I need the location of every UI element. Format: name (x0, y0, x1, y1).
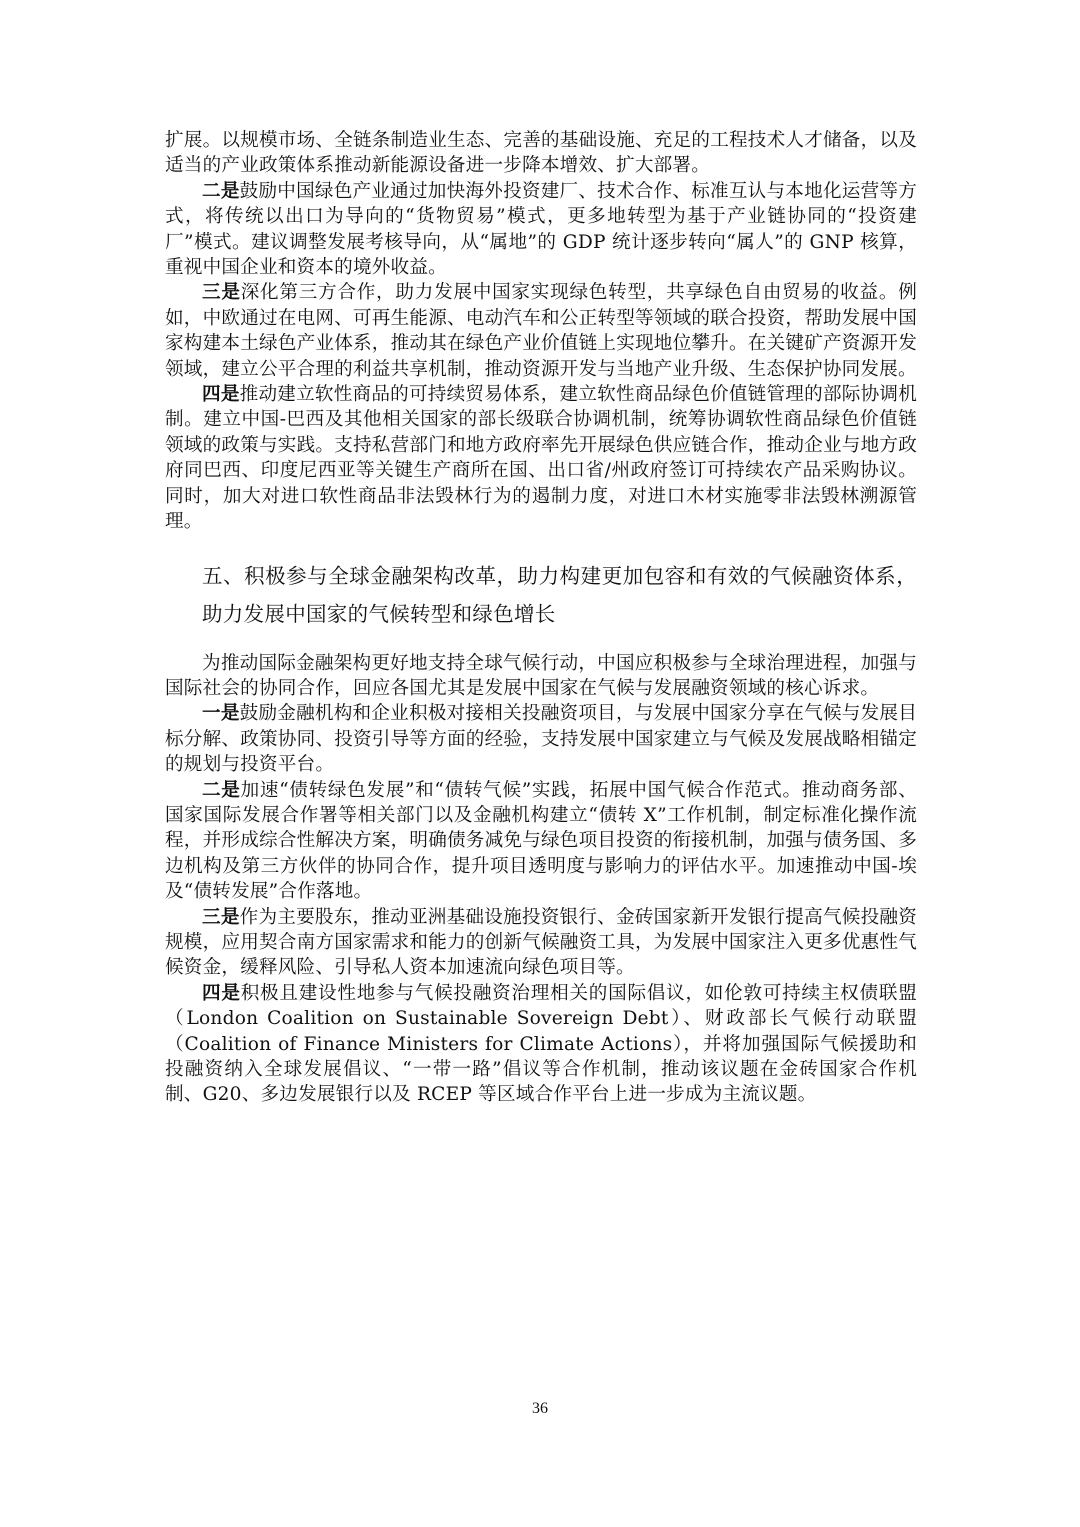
section-heading: 五、积极参与全球金融架构改革，助力构建更加包容和有效的气候融资体系，助力发展中国家的气候转型和绿色增长 (202, 563, 917, 626)
paragraph-text: 加速“债转绿色发展”和“债转气候”实践，拓展中国气候合作范式。推动商务部、国家国际发展合作署等相关部门以及金融机构建立“债转 X”工作机制，制定标准化操作流程，并形成综合性解决方案，明确债务减免与绿色项目投资的衔接机制，加强与债务国、多边机构及第三方伙伴的协同合作，提升项目透明度与影响力的评估水平。加速推动中国-埃及“债转发展”合作落地。 (165, 779, 917, 903)
paragraph-continuation (165, 128, 917, 179)
paragraph-lead: 二是 (202, 180, 240, 202)
paragraph-intro (165, 651, 917, 702)
paragraph-text: 鼓励金融机构和企业积极对接相关投融资项目，与发展中国家分享在气候与发展目标分解、政策协同、投资引导等方面的经验，支持发展中国家建立与气候及发展战略相锚定的规划与投资平台。 (165, 703, 918, 776)
paragraph-text: 扩展。以规模市场、全链条制造业生态、完善的基础设施、充足的工程技术人才储备，以及适当的产业政策体系推动新能源设备进一步降本增效、扩大部署。 (165, 130, 917, 177)
paragraph-lead: 三是 (202, 906, 240, 928)
paragraph-point-four (165, 981, 917, 1108)
paragraph-point-two (165, 778, 917, 905)
paragraph-text: 积极且建设性地参与气候投融资治理相关的国际倡议，如伦敦可持续主权债联盟（London Coalition on Sustainable Sovereign Debt）、财政部长气候行动联盟（Coalition of Finance Ministers for Climate Actions），并将加强国际气候援助和投融资纳入全球发展倡议、“一带一路”倡议等合作机制，推动该议题在金砖国家合作机制、G20、多边发展银行以及 RCEP 等区域合作平台上进一步成为主流议题。 (165, 982, 917, 1106)
paragraph-lead: 一是 (202, 703, 240, 725)
paragraph-text: 为推动国际金融架构更好地支持全球气候行动，中国应积极参与全球治理进程，加强与国际社会的协同合作，回应各国尤其是发展中国家在气候与发展融资领域的核心诉求。 (165, 652, 917, 699)
paragraph-lead: 二是 (202, 779, 241, 801)
paragraph-text: 推动建立软性商品的可持续贸易体系，建立软性商品绿色价值链管理的部际协调机制。建立中国-巴西及其他相关国家的部长级联合协调机制，统筹协调软性商品绿色价值链领域的政策与实践。支持私营部门和地方政府率先开展绿色供应链合作，推动企业与地方政府同巴西、印度尼西亚等关键生产商所在国、出口省/州政府签订可持续农产品采购协议。同时，加大对进口软性商品非法毁林行为的遏制力度，对进口木材实施零非法毁林溯源管理。 (165, 384, 918, 533)
paragraph-point-one (165, 701, 917, 777)
paragraph-lead: 四是 (202, 384, 240, 406)
paragraph-point-two-top (165, 179, 917, 281)
paragraph-lead: 三是 (202, 282, 241, 304)
paragraph-text: 深化第三方合作，助力发展中国家实现绿色转型，共享绿色自由贸易的收益。例如，中欧通过在电网、可再生能源、电动汽车和公正转型等领域的联合投资，帮助发展中国家构建本土绿色产业体系，推动其在绿色产业价值链上实现地位攀升。在关键矿产资源开发领域，建立公平合理的利益共享机制，推动资源开发与当地产业升级、生态保护协同发展。 (165, 282, 917, 380)
paragraph-text: 作为主要股东，推动亚洲基础设施投资银行、金砖国家新开发银行提高气候投融资规模，应用契合南方国家需求和能力的创新气候融资工具，为发展中国家注入更多优惠性气候资金，缓释风险、引导私人资本加速流向绿色项目等。 (165, 906, 918, 979)
paragraph-point-three-top (165, 280, 917, 382)
paragraph-point-four-top (165, 382, 917, 534)
paragraph-text: 鼓励中国绿色产业通过加快海外投资建厂、技术合作、标准互认与本地化运营等方式，将传统以出口为导向的“货物贸易”模式，更多地转型为基于产业链协同的“投资建厂”模式。建议调整发展考核导向，从“属地”的 GDP 统计逐步转向“属人”的 GNP 核算，重视中国企业和资本的境外收益。 (165, 180, 918, 279)
paragraph-lead: 四是 (202, 982, 241, 1004)
page-number: 36 (532, 1400, 548, 1417)
paragraph-point-three (165, 905, 917, 981)
page-body (165, 128, 917, 1108)
